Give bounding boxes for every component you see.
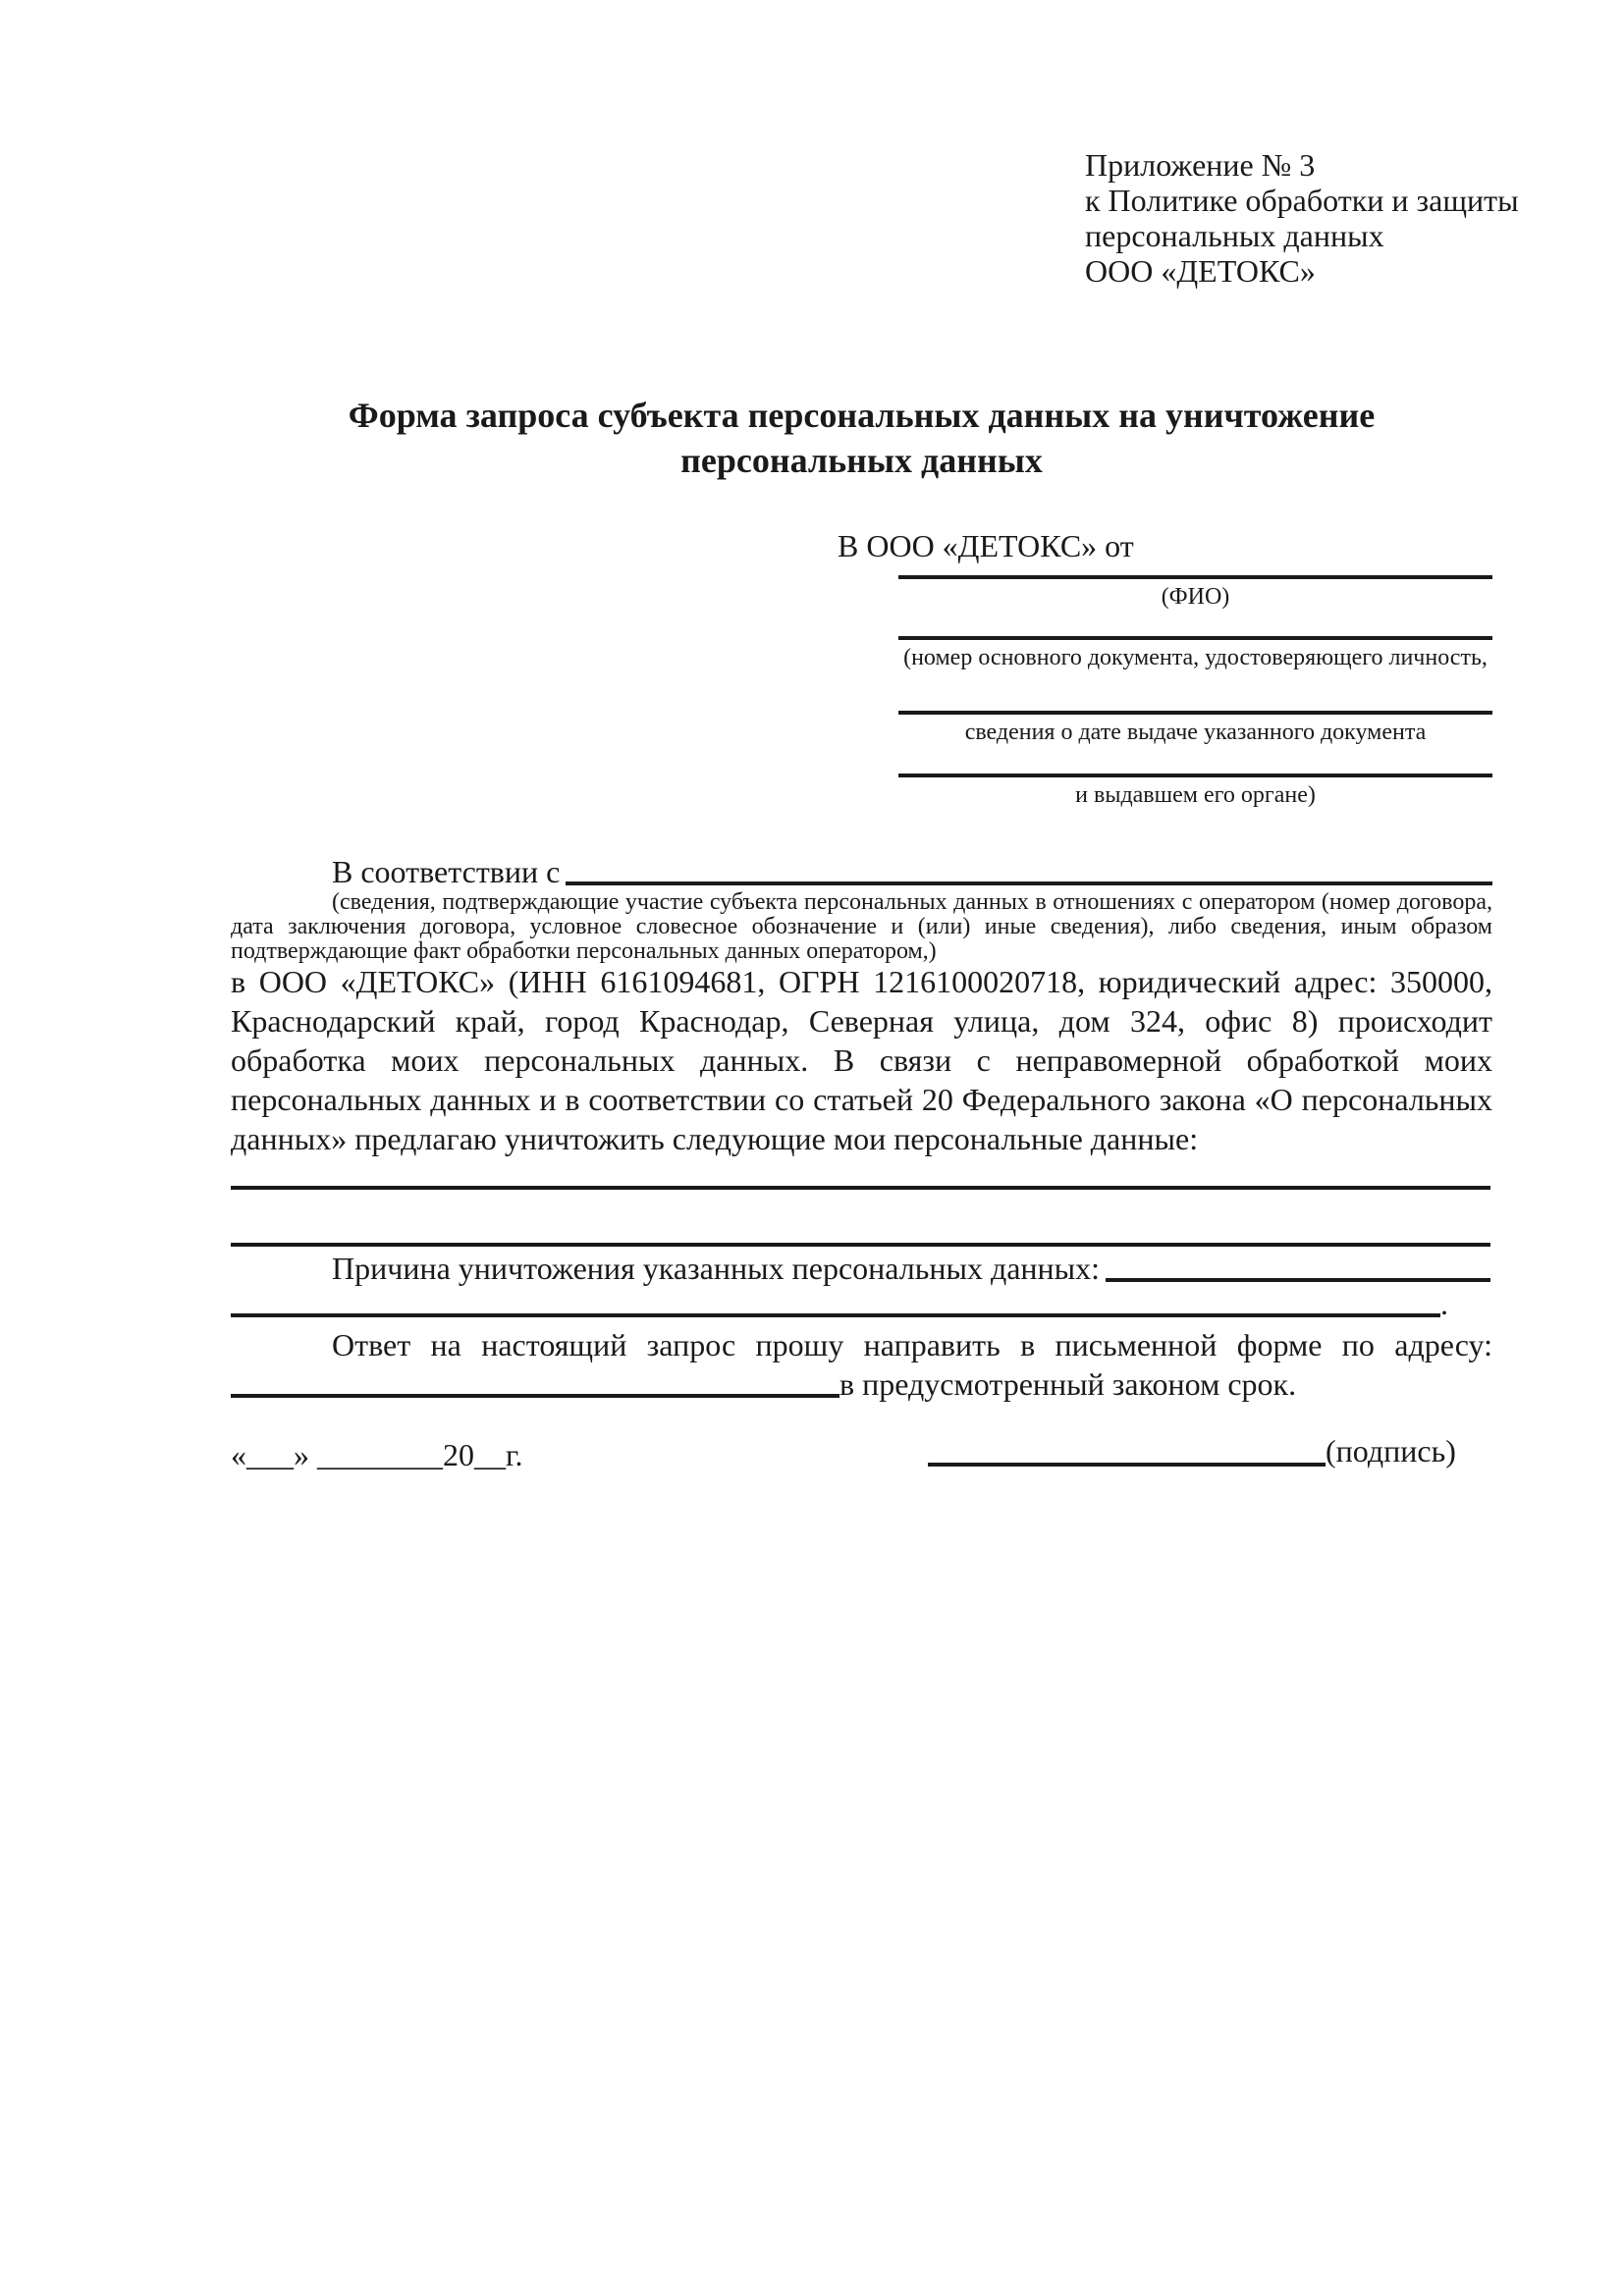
signature-blank-line [928, 1463, 1326, 1467]
data-blank-line-1 [231, 1186, 1490, 1190]
doc-number-blank-line [898, 636, 1492, 640]
annex-note-line: Приложение № 3 [1085, 147, 1316, 183]
fio-blank-line [898, 575, 1492, 579]
body-paragraph: в ООО «ДЕТОКС» (ИНН 6161094681, ОГРН 1216100020718, юридический адрес: 350000, Краснодарский край, город Краснодар, Северная улица, дом 324, офис 8) происходит обработка моих персональных данных. В связи с неправомерной обработкой моих персональных данных и в соответствии со статьей 20 Федерального закона «О персональных данных» предлагаю уничтожить следующие мои персональные данные: [231, 964, 1492, 1156]
reason-continuation-blank-line [231, 1313, 1440, 1317]
annex-note-line: ООО «ДЕТОКС» [1085, 253, 1316, 289]
annex-note-line: к Политике обработки и защиты [1085, 183, 1519, 218]
date-blank: «___» ________20__г. [231, 1437, 523, 1472]
accordance-row [231, 852, 1492, 891]
reason-continuation-row [231, 1284, 1492, 1323]
address-blank-line [231, 1394, 839, 1398]
answer-continuation-row [231, 1364, 1492, 1404]
annex-note [1085, 147, 1519, 289]
issue-date-blank-line [898, 711, 1492, 715]
accordance-lead: В соответствии с [332, 854, 561, 889]
accordance-note: (сведения, подтверждающие участие субъекта персональных данных в отношениях с оператором (номер договора, дата заключения договора, условное словесное обозначение и (или) иные сведения), либо сведения, иным образом подтверждающие факт обработки персональных данных оператором,) [231, 889, 1492, 964]
signature-caption: (подпись) [1326, 1433, 1456, 1468]
reason-blank-line [1106, 1278, 1490, 1282]
issue-date-caption: сведения о дате выдаче указанного документа [964, 720, 1427, 745]
reason-label: Причина уничтожения указанных персональных данных: [332, 1251, 1101, 1286]
reason-period: . [1440, 1286, 1448, 1321]
fio-caption: (ФИО) [1161, 584, 1230, 610]
answer-line: Ответ на настоящий запрос прошу направить в письменной форме по адресу: [332, 1327, 1492, 1362]
doc-number-caption: (номер основного документа, удостоверяющего личность, [903, 645, 1488, 670]
accordance-blank-line [566, 881, 1492, 885]
issue-org-blank-line [898, 774, 1492, 777]
document-title: Форма запроса субъекта персональных данных на уничтожение персональных данных [348, 396, 1376, 480]
recipient-line: В ООО «ДЕТОКС» от [838, 528, 1134, 563]
data-blank-line-2 [231, 1243, 1490, 1247]
answer-suffix: в предусмотренный законом срок. [839, 1366, 1297, 1402]
reason-row [231, 1249, 1490, 1288]
issue-org-caption: и выдавшем его органе) [1075, 782, 1316, 808]
annex-note-line: персональных данных [1085, 218, 1384, 253]
